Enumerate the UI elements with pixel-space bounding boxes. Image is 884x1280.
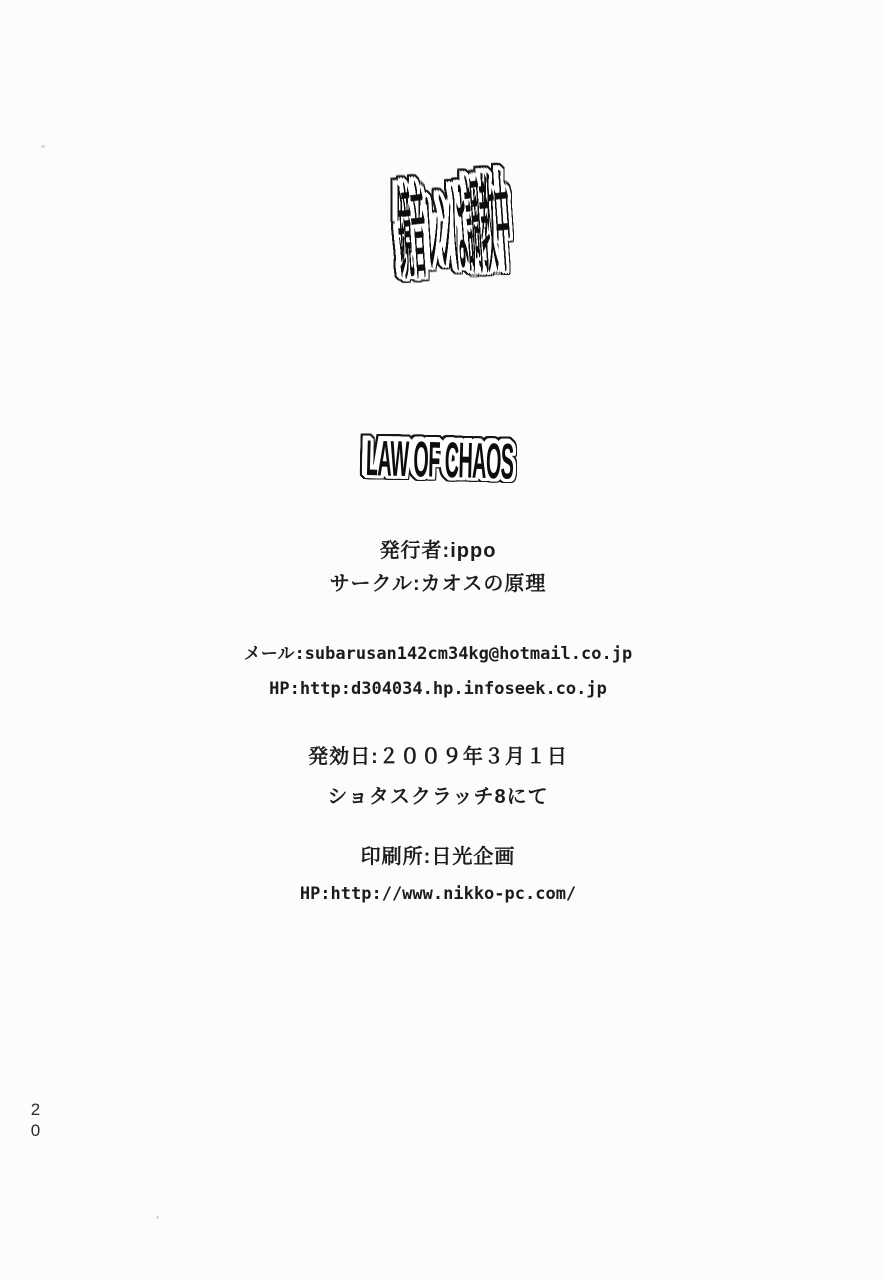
title-logo-text: 鏡音レンは調教中: [395, 166, 515, 295]
circle-logo-outer-outline: [298, 431, 582, 491]
scan-speck: [156, 1216, 159, 1219]
issue-date-line: 発効日:２００９年３月１日: [308, 746, 568, 768]
circle-name-line: サークル:カオスの原理: [329, 573, 547, 595]
scan-speck: [41, 145, 45, 148]
circle-logo: [360, 432, 520, 490]
printer-homepage-line: HP:http://www.nikko-pc.com/: [299, 884, 577, 904]
event-line: ショタスクラッチ8にて: [327, 786, 549, 808]
page-number: 20: [26, 1100, 45, 1142]
title-logo-outer-outline: [325, 166, 580, 295]
circle-logo-text: LAW OF CHAOS: [365, 431, 515, 491]
title-logo: [378, 152, 528, 312]
email-line: メール:subarusan142cm34kg@hotmail.co.jp: [243, 644, 633, 664]
homepage-line: HP:http:d304034.hp.infoseek.co.jp: [269, 679, 607, 699]
circle-logo-inner-outline: [298, 431, 582, 491]
title-logo-inner-outline: [325, 166, 580, 295]
printer-line: 印刷所:日光企画: [360, 846, 516, 868]
publisher-line: 発行者:ippo: [379, 540, 497, 562]
